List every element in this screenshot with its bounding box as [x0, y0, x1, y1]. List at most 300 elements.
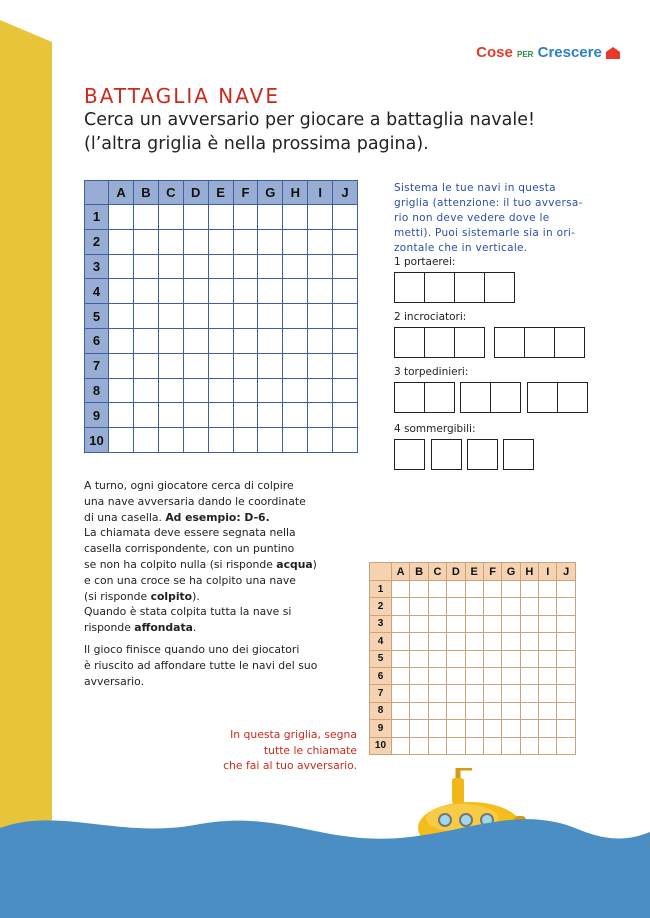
ship-cell[interactable]: [484, 272, 515, 303]
rules-line: avversario.: [84, 674, 145, 688]
grid-cell[interactable]: [539, 650, 557, 667]
row-header: 2: [85, 229, 109, 254]
grid-cell[interactable]: [333, 254, 358, 279]
word-colpito: colpito: [150, 589, 193, 603]
grid-cell[interactable]: [283, 229, 308, 254]
ship-label-torpedinieri: 3 torpedinieri:: [394, 366, 469, 378]
row-header: 3: [370, 615, 392, 632]
grid-cell[interactable]: [133, 378, 158, 403]
grid-cell[interactable]: [109, 279, 134, 304]
rules-line: Quando è stata colpita tutta la nave si: [84, 605, 292, 619]
grid-cell[interactable]: [391, 598, 409, 615]
grid-cell[interactable]: [410, 702, 428, 719]
grid-cell[interactable]: [502, 667, 520, 684]
grid-cell[interactable]: [183, 205, 208, 230]
grid-cell[interactable]: [109, 328, 134, 353]
column-header: H: [283, 181, 308, 205]
grid-cell[interactable]: [333, 328, 358, 353]
grid-cell[interactable]: [158, 304, 183, 329]
grid-cell[interactable]: [539, 581, 557, 598]
grid-cell[interactable]: [308, 328, 333, 353]
grid-cell[interactable]: [233, 403, 258, 428]
grid-cell[interactable]: [539, 667, 557, 684]
grid-cell[interactable]: [520, 581, 538, 598]
grid-cell[interactable]: [483, 615, 501, 632]
grid-cell[interactable]: [483, 633, 501, 650]
ship-label-incrociatori: 2 incrociatori:: [394, 311, 467, 323]
column-header: I: [308, 181, 333, 205]
grid-cell[interactable]: [465, 615, 483, 632]
row-header: 4: [85, 279, 109, 304]
grid-cell[interactable]: [557, 720, 576, 737]
column-header: J: [557, 563, 576, 581]
grid-cell[interactable]: [391, 702, 409, 719]
row-header: 1: [370, 581, 392, 598]
grid-cell[interactable]: [428, 615, 446, 632]
grid-cell[interactable]: [410, 685, 428, 702]
grid-cell[interactable]: [483, 702, 501, 719]
grid-cell[interactable]: [539, 685, 557, 702]
column-header: E: [465, 563, 483, 581]
grid-cell[interactable]: [410, 633, 428, 650]
grid-cell[interactable]: [483, 598, 501, 615]
grid-cell[interactable]: [258, 229, 283, 254]
grid-cell[interactable]: [208, 378, 233, 403]
instruction-line: rio non deve vedere dove le: [394, 212, 550, 224]
grid-cell[interactable]: [465, 598, 483, 615]
rules-line: Il gioco finisce quando uno dei giocatori: [84, 642, 300, 656]
grid-cell[interactable]: [183, 229, 208, 254]
grid-cell[interactable]: [109, 378, 134, 403]
grid-cell[interactable]: [183, 254, 208, 279]
grid-cell[interactable]: [183, 353, 208, 378]
row-header: 2: [370, 598, 392, 615]
ship-cell[interactable]: [460, 382, 491, 413]
ship-cell[interactable]: [454, 272, 485, 303]
grid-cell[interactable]: [520, 737, 538, 754]
rules-line: (si risponde: [84, 589, 151, 603]
grid-cell[interactable]: [283, 353, 308, 378]
grid-cell[interactable]: [133, 328, 158, 353]
grid-cell[interactable]: [447, 581, 465, 598]
opponent-tracking-grid: [369, 562, 576, 755]
note-line: In questa griglia, segna: [230, 728, 357, 741]
rules-line: se non ha colpito nulla (si risponde: [84, 557, 277, 571]
grid-cell[interactable]: [520, 633, 538, 650]
grid-cell[interactable]: [109, 229, 134, 254]
rules-line: casella corrispondente, con un puntino: [84, 542, 295, 556]
rules-line: e con una croce se ha colpito una nave: [84, 573, 296, 587]
ship-label-portaerei: 1 portaerei:: [394, 256, 456, 268]
grid-cell[interactable]: [520, 615, 538, 632]
grid-cell[interactable]: [502, 581, 520, 598]
grid-cell[interactable]: [391, 685, 409, 702]
ship-cell[interactable]: [394, 439, 425, 470]
rules-line: A turno, ogni giocatore cerca di colpire: [84, 479, 294, 492]
grid-cell[interactable]: [283, 279, 308, 304]
grid-cell[interactable]: [258, 428, 283, 453]
grid-cell[interactable]: [208, 254, 233, 279]
grid-cell[interactable]: [520, 685, 538, 702]
instruction-line: metti). Puoi sistemarle sia in ori-: [394, 227, 576, 239]
grid-cell[interactable]: [233, 279, 258, 304]
ship-cell[interactable]: [424, 382, 455, 413]
grid-cell[interactable]: [391, 737, 409, 754]
grid-cell[interactable]: [158, 403, 183, 428]
ship-cell[interactable]: [557, 382, 588, 413]
grid-cell[interactable]: [283, 304, 308, 329]
grid-cell[interactable]: [333, 304, 358, 329]
grid-cell[interactable]: [308, 378, 333, 403]
word-affondata: affondata: [134, 621, 193, 635]
ship-cell[interactable]: [467, 439, 498, 470]
grid-cell[interactable]: [183, 428, 208, 453]
grid-cell[interactable]: [502, 685, 520, 702]
grid-cell[interactable]: [557, 702, 576, 719]
grid-cell[interactable]: [233, 229, 258, 254]
grid-cell[interactable]: [233, 428, 258, 453]
grid-cell[interactable]: [465, 737, 483, 754]
grid-cell[interactable]: [109, 254, 134, 279]
grid-cell[interactable]: [539, 737, 557, 754]
instruction-line: griglia (attenzione: il tuo avversa-: [394, 197, 583, 209]
row-header: 10: [85, 428, 109, 453]
note-line: tutte le chiamate: [263, 743, 357, 757]
grid-cell[interactable]: [258, 279, 283, 304]
grid-cell[interactable]: [183, 304, 208, 329]
grid-cell[interactable]: [283, 378, 308, 403]
column-header: C: [158, 181, 183, 205]
grid-cell[interactable]: [208, 428, 233, 453]
column-header: B: [410, 563, 428, 581]
grid-cell[interactable]: [428, 685, 446, 702]
grid-cell[interactable]: [283, 403, 308, 428]
ship-cell[interactable]: [524, 327, 555, 358]
ship-cell[interactable]: [527, 382, 558, 413]
ship-cell[interactable]: [454, 327, 485, 358]
ship-cell[interactable]: [494, 327, 525, 358]
grid-cell[interactable]: [258, 205, 283, 230]
game-rules: A turno, ogni giocatore cerca di colpire una nave avversaria dando le coordinate di una casella. Ad esempio: D-6. La chiamata deve essere segnata nella casella corrispondente, con un puntino se non ha colpito nulla (si risponde acqua) e con una croce se ha colpito una nave (si risponde colpito). Quando è stata colpita tutta la nave si risponde affondata. Il gioco finisce quando uno dei giocatori è riuscito ad affondare tutte le navi del suo avversario.: [84, 478, 364, 689]
grid-cell[interactable]: [233, 254, 258, 279]
column-header: D: [183, 181, 208, 205]
ship-cell[interactable]: [424, 272, 455, 303]
row-header: 8: [85, 378, 109, 403]
grid-cell[interactable]: [333, 279, 358, 304]
grid-cell[interactable]: [183, 328, 208, 353]
rules-line: La chiamata deve essere segnata nella: [84, 526, 296, 540]
grid-cell[interactable]: [308, 403, 333, 428]
grid-cell[interactable]: [447, 685, 465, 702]
instruction-line: zontale che in verticale.: [394, 242, 528, 254]
grid-cell[interactable]: [483, 737, 501, 754]
grid-cell[interactable]: [133, 353, 158, 378]
row-header: 8: [370, 702, 392, 719]
grid-cell[interactable]: [208, 229, 233, 254]
row-header: 6: [370, 667, 392, 684]
grid-cell[interactable]: [465, 650, 483, 667]
row-header: 7: [85, 353, 109, 378]
grid-cell[interactable]: [520, 650, 538, 667]
grid-cell[interactable]: [539, 598, 557, 615]
grid-cell[interactable]: [502, 598, 520, 615]
ship-cell[interactable]: [394, 272, 425, 303]
grid-cell[interactable]: [557, 581, 576, 598]
ship-cell[interactable]: [503, 439, 534, 470]
grid-cell[interactable]: [109, 428, 134, 453]
word-acqua: acqua: [276, 557, 313, 571]
grid-cell[interactable]: [333, 229, 358, 254]
grid-cell[interactable]: [410, 598, 428, 615]
ship-label-sommergibili: 4 sommergibili:: [394, 423, 476, 435]
grid-cell[interactable]: [233, 378, 258, 403]
grid-cell[interactable]: [428, 581, 446, 598]
row-header: 5: [85, 304, 109, 329]
rules-line: risponde: [84, 621, 135, 635]
grid-cell[interactable]: [410, 650, 428, 667]
grid-cell[interactable]: [447, 615, 465, 632]
grid-cell[interactable]: [233, 205, 258, 230]
grid-cell[interactable]: [465, 633, 483, 650]
grid-cell[interactable]: [258, 403, 283, 428]
grid-cell[interactable]: [109, 403, 134, 428]
grid-cell[interactable]: [333, 205, 358, 230]
logo-word-3: Crescere: [537, 44, 602, 61]
ship-cell[interactable]: [394, 327, 425, 358]
grid-cell[interactable]: [133, 279, 158, 304]
grid-cell[interactable]: [428, 702, 446, 719]
grid-cell[interactable]: [391, 650, 409, 667]
grid-cell[interactable]: [447, 633, 465, 650]
subtitle-line-1: Cerca un avversario per giocare a battaglia navale!: [84, 110, 536, 130]
grid-cell[interactable]: [428, 720, 446, 737]
grid-cell[interactable]: [465, 581, 483, 598]
row-header: 5: [370, 650, 392, 667]
instruction-line: Sistema le tue navi in questa: [394, 182, 556, 194]
grid-cell[interactable]: [208, 304, 233, 329]
column-header: I: [539, 563, 557, 581]
grid-cell[interactable]: [410, 615, 428, 632]
grid-cell[interactable]: [258, 328, 283, 353]
column-header: J: [333, 181, 358, 205]
row-header: 6: [85, 328, 109, 353]
grid-cell[interactable]: [391, 720, 409, 737]
grid-cell[interactable]: [428, 598, 446, 615]
grid-cell[interactable]: [465, 702, 483, 719]
logo-word-2: PER: [516, 50, 534, 59]
column-header: F: [233, 181, 258, 205]
row-header: 3: [85, 254, 109, 279]
grid-cell[interactable]: [520, 702, 538, 719]
grid-cell[interactable]: [391, 633, 409, 650]
grid-cell[interactable]: [428, 667, 446, 684]
grid-cell[interactable]: [502, 615, 520, 632]
grid-cell[interactable]: [557, 737, 576, 754]
grid-cell[interactable]: [410, 737, 428, 754]
subtitle-line-2: (l’altra griglia è nella prossima pagina).: [84, 134, 429, 154]
grid-cell[interactable]: [502, 737, 520, 754]
grid-cell[interactable]: [410, 720, 428, 737]
grid-cell[interactable]: [520, 667, 538, 684]
grid-cell[interactable]: [557, 650, 576, 667]
grid-cell[interactable]: [133, 403, 158, 428]
rules-line: una nave avversaria dando le coordinate: [84, 494, 306, 508]
grid-cell[interactable]: [283, 205, 308, 230]
grid-cell[interactable]: [539, 633, 557, 650]
grid-cell[interactable]: [109, 353, 134, 378]
grid-cell[interactable]: [208, 279, 233, 304]
grid-cell[interactable]: [428, 650, 446, 667]
placement-instructions: [394, 181, 583, 256]
grid-cell[interactable]: [502, 633, 520, 650]
grid-cell[interactable]: [539, 720, 557, 737]
grid-cell[interactable]: [233, 304, 258, 329]
grid-cell[interactable]: [308, 304, 333, 329]
grid-cell[interactable]: [158, 378, 183, 403]
grid-cell[interactable]: [158, 205, 183, 230]
grid-cell[interactable]: [483, 667, 501, 684]
grid-cell[interactable]: [483, 720, 501, 737]
grid-cell[interactable]: [158, 254, 183, 279]
column-header: G: [502, 563, 520, 581]
grid-cell[interactable]: [333, 403, 358, 428]
grid-cell[interactable]: [133, 254, 158, 279]
grid-cell[interactable]: [391, 667, 409, 684]
rules-line: di una casella.: [84, 510, 166, 524]
grid-cell[interactable]: [410, 667, 428, 684]
grid-cell[interactable]: [557, 598, 576, 615]
grid-cell[interactable]: [465, 720, 483, 737]
column-header: B: [133, 181, 158, 205]
grid-cell[interactable]: [483, 581, 501, 598]
grid-cell[interactable]: [465, 685, 483, 702]
row-header: 10: [370, 737, 392, 754]
ship-cell[interactable]: [431, 439, 462, 470]
grid-cell[interactable]: [233, 353, 258, 378]
logo-word-1: Cose: [476, 44, 513, 61]
column-header: A: [109, 181, 134, 205]
grid-cell[interactable]: [520, 720, 538, 737]
row-header: 7: [370, 685, 392, 702]
column-header: A: [391, 563, 409, 581]
sea-waves: [0, 810, 650, 918]
grid-cell[interactable]: [158, 428, 183, 453]
grid-cell[interactable]: [308, 279, 333, 304]
grid-cell[interactable]: [308, 428, 333, 453]
column-header: G: [258, 181, 283, 205]
grid-cell[interactable]: [133, 304, 158, 329]
grid-cell[interactable]: [308, 254, 333, 279]
grid-cell[interactable]: [539, 615, 557, 632]
grid-cell[interactable]: [158, 328, 183, 353]
player-grid: [84, 180, 358, 453]
grid-cell[interactable]: [208, 328, 233, 353]
grid-corner: [85, 181, 109, 205]
grid-cell[interactable]: [483, 685, 501, 702]
ship-cell[interactable]: [424, 327, 455, 358]
grid-cell[interactable]: [539, 702, 557, 719]
grid-cell[interactable]: [557, 615, 576, 632]
tracking-note: [223, 727, 357, 774]
grid-cell[interactable]: [283, 428, 308, 453]
grid-cell[interactable]: [447, 720, 465, 737]
grid-cell[interactable]: [502, 702, 520, 719]
grid-cell[interactable]: [447, 667, 465, 684]
grid-cell[interactable]: [158, 229, 183, 254]
grid-cell[interactable]: [258, 304, 283, 329]
grid-cell[interactable]: [183, 279, 208, 304]
logo: [476, 44, 620, 61]
grid-cell[interactable]: [447, 650, 465, 667]
grid-cell[interactable]: [283, 328, 308, 353]
grid-cell[interactable]: [233, 328, 258, 353]
ship-cell[interactable]: [394, 382, 425, 413]
grid-cell[interactable]: [158, 279, 183, 304]
grid-cell[interactable]: [333, 353, 358, 378]
grid-cell[interactable]: [208, 353, 233, 378]
grid-cell[interactable]: [133, 428, 158, 453]
grid-cell[interactable]: [208, 205, 233, 230]
grid-cell[interactable]: [502, 650, 520, 667]
grid-cell[interactable]: [428, 633, 446, 650]
column-header: C: [428, 563, 446, 581]
grid-cell[interactable]: [133, 229, 158, 254]
grid-cell[interactable]: [308, 229, 333, 254]
grid-cell[interactable]: [428, 737, 446, 754]
grid-cell[interactable]: [502, 720, 520, 737]
grid-cell[interactable]: [483, 650, 501, 667]
yellow-pole: [0, 0, 70, 918]
note-line: che fai al tuo avversario.: [223, 759, 357, 772]
grid-cell[interactable]: [109, 205, 134, 230]
grid-cell[interactable]: [183, 378, 208, 403]
grid-cell[interactable]: [465, 667, 483, 684]
row-header: 4: [370, 633, 392, 650]
grid-cell[interactable]: [308, 205, 333, 230]
grid-cell[interactable]: [447, 737, 465, 754]
row-header: 9: [370, 720, 392, 737]
grid-cell[interactable]: [258, 254, 283, 279]
grid-cell[interactable]: [333, 378, 358, 403]
grid-cell[interactable]: [557, 667, 576, 684]
column-header: D: [447, 563, 465, 581]
grid-cell[interactable]: [109, 304, 134, 329]
grid-cell[interactable]: [447, 702, 465, 719]
grid-cell[interactable]: [183, 403, 208, 428]
row-header: 9: [85, 403, 109, 428]
grid-cell[interactable]: [391, 615, 409, 632]
page-title: BATTAGLIA NAVE: [84, 84, 280, 108]
grid-cell[interactable]: [557, 685, 576, 702]
grid-cell[interactable]: [208, 403, 233, 428]
grid-cell[interactable]: [333, 428, 358, 453]
grid-cell[interactable]: [557, 633, 576, 650]
ship-cell[interactable]: [490, 382, 521, 413]
ship-cell[interactable]: [554, 327, 585, 358]
rules-line: è riuscito ad affondare tutte le navi del suo: [84, 658, 318, 672]
grid-cell[interactable]: [258, 378, 283, 403]
grid-cell[interactable]: [133, 205, 158, 230]
grid-cell[interactable]: [308, 353, 333, 378]
grid-cell[interactable]: [520, 598, 538, 615]
grid-cell[interactable]: [391, 581, 409, 598]
grid-cell[interactable]: [447, 598, 465, 615]
grid-cell[interactable]: [258, 353, 283, 378]
grid-cell[interactable]: [158, 353, 183, 378]
grid-corner: [370, 563, 392, 581]
grid-cell[interactable]: [283, 254, 308, 279]
grid-cell[interactable]: [410, 581, 428, 598]
